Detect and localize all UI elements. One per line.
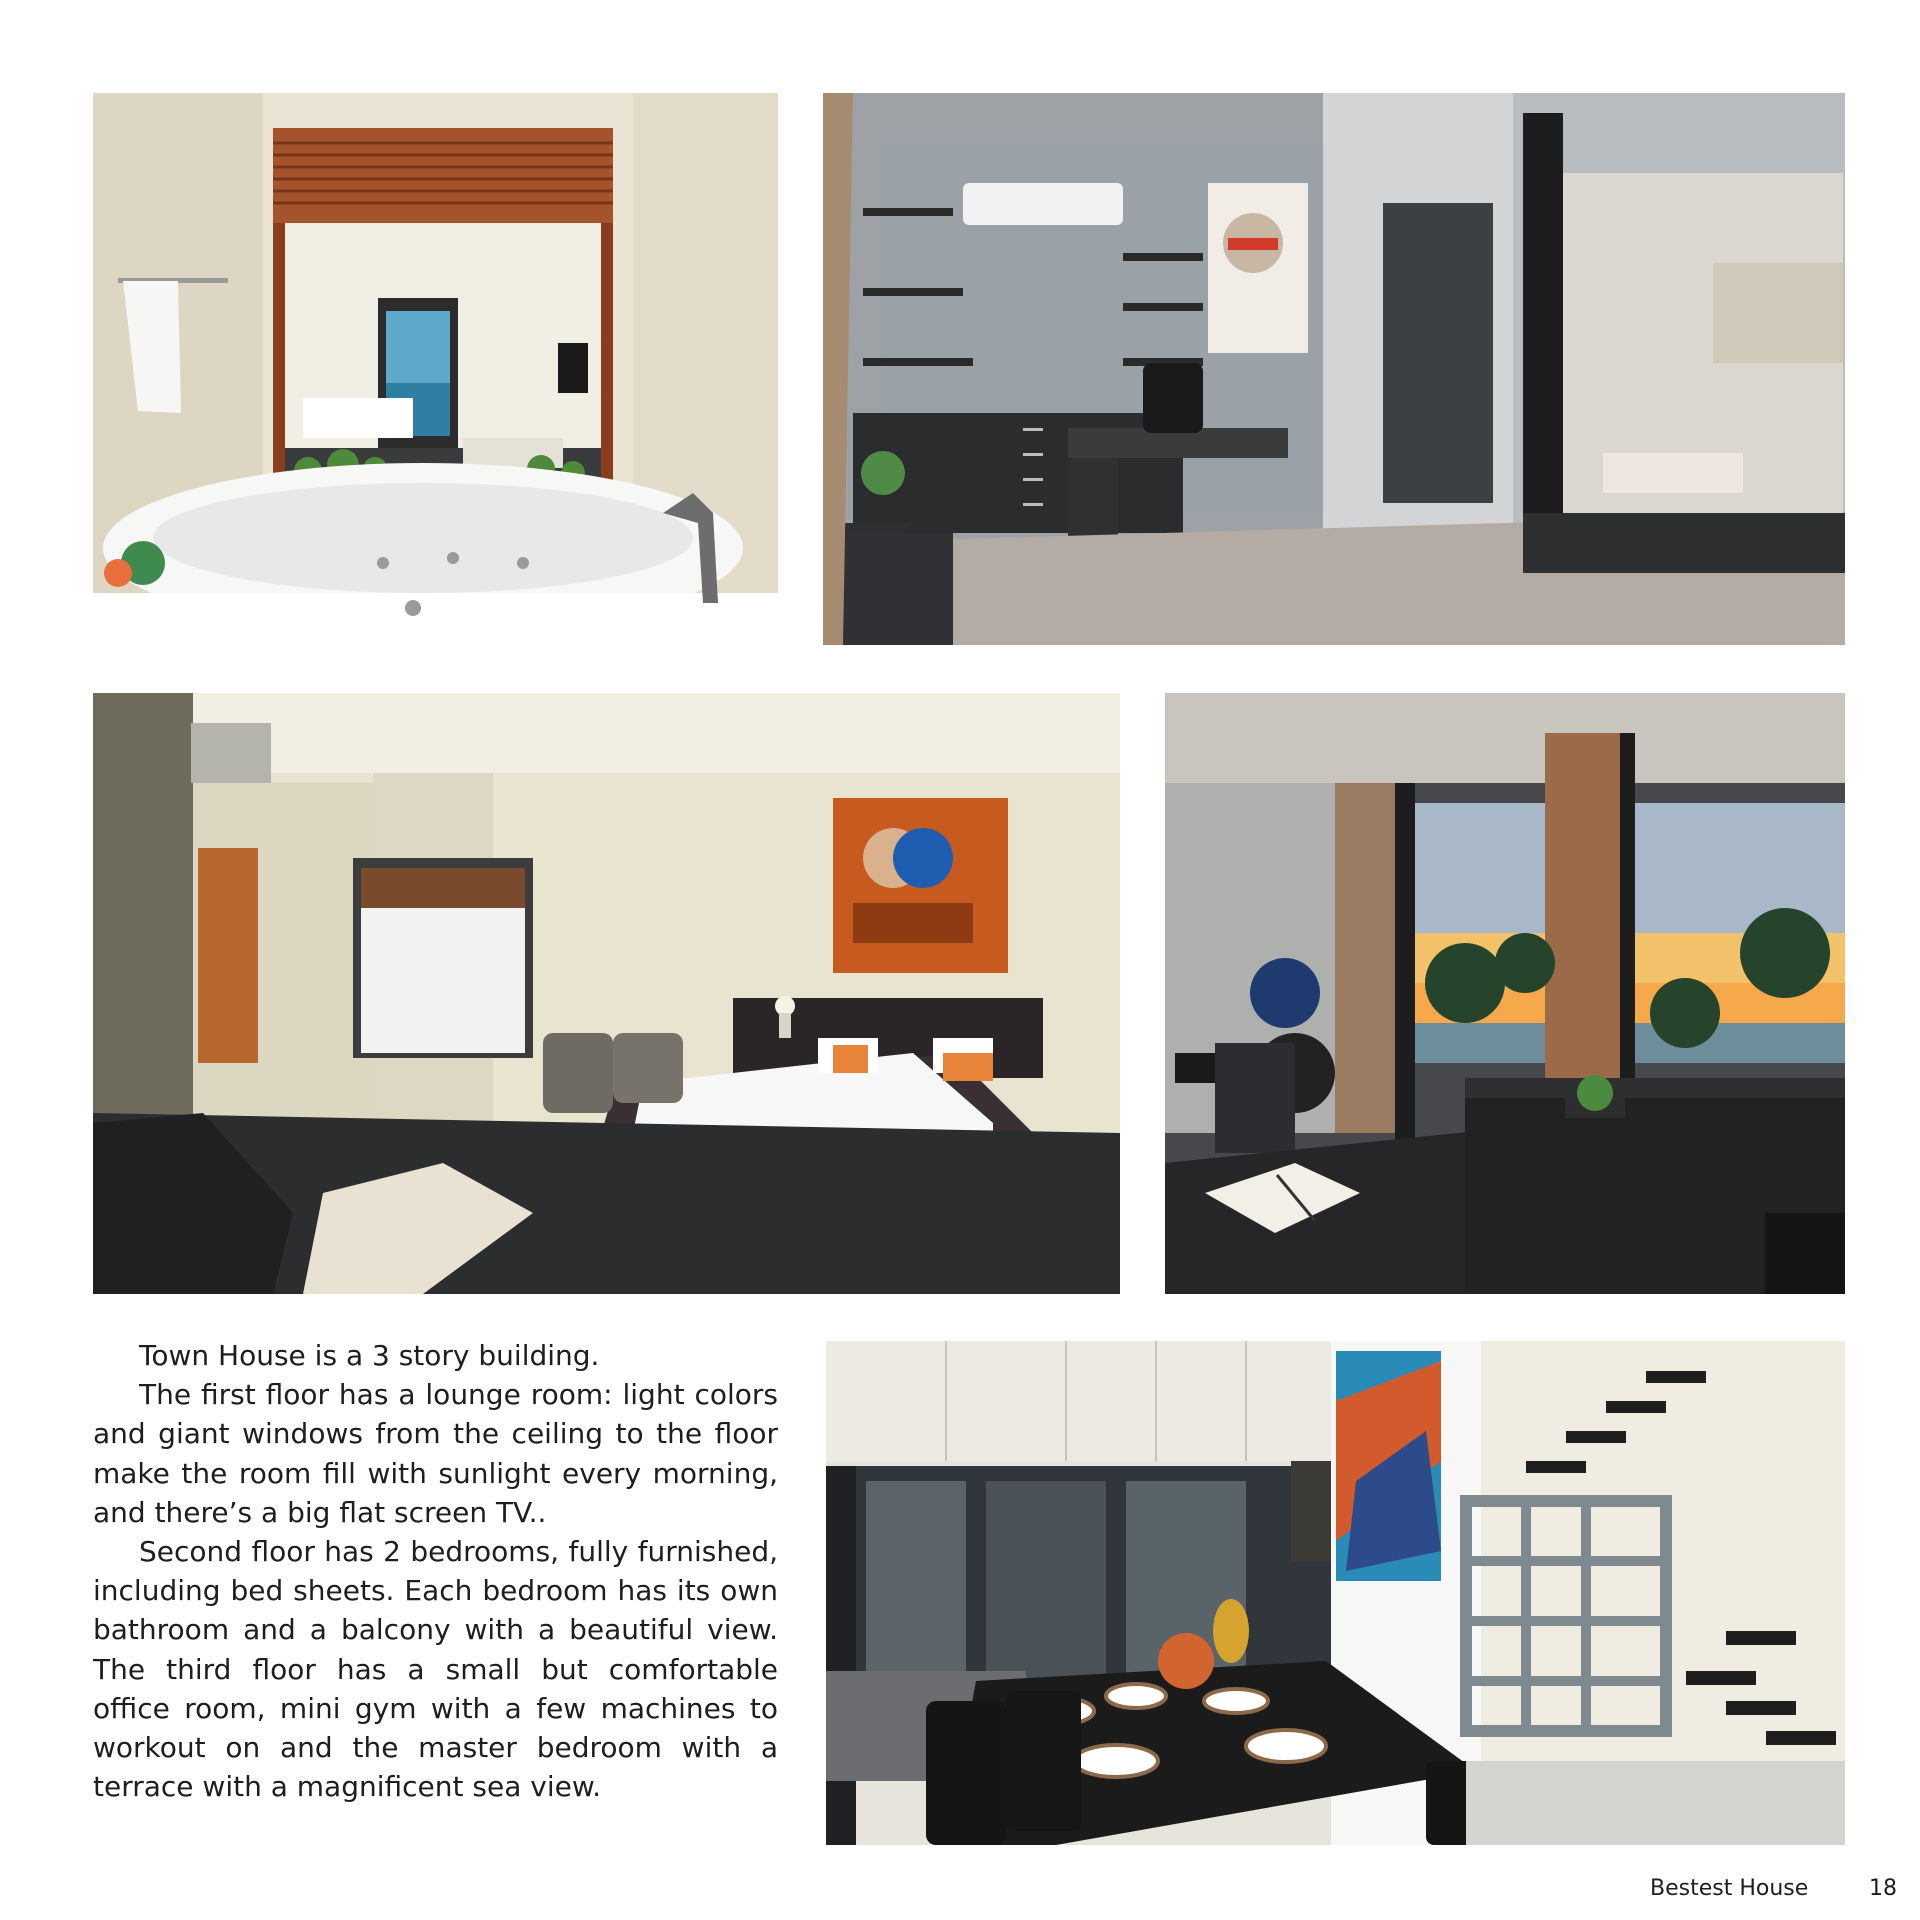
photo-lounge-dining	[826, 1341, 1845, 1845]
article-paragraph-1: Town House is a 3 story building.	[139, 1339, 600, 1372]
publication-title: Bestest House	[1650, 1876, 1809, 1901]
photo-bathroom-jacuzzi	[93, 93, 778, 645]
photo-office-room	[823, 93, 1845, 645]
page-number: 18	[1869, 1876, 1897, 1901]
photo-master-bedroom	[93, 693, 1120, 1294]
article-text	[93, 1336, 778, 1806]
article-paragraph-2: The first floor has a lounge room: light colors and giant windows from the ceiling to the floor make the room fill with sunlight every morning, and there’s a big flat screen TV..	[93, 1378, 778, 1529]
article-paragraph-3: Second floor has 2 bedrooms, fully furnished, including bed sheets. Each bedroom has its own bathroom and a balcony with a beautiful view. The third floor has a small but comfortable office room, mini gym with a few machines to workout on and the master bedroom with a terrace with a magnificent sea view.	[93, 1535, 778, 1804]
photo-gym-sea-view	[1165, 693, 1845, 1294]
